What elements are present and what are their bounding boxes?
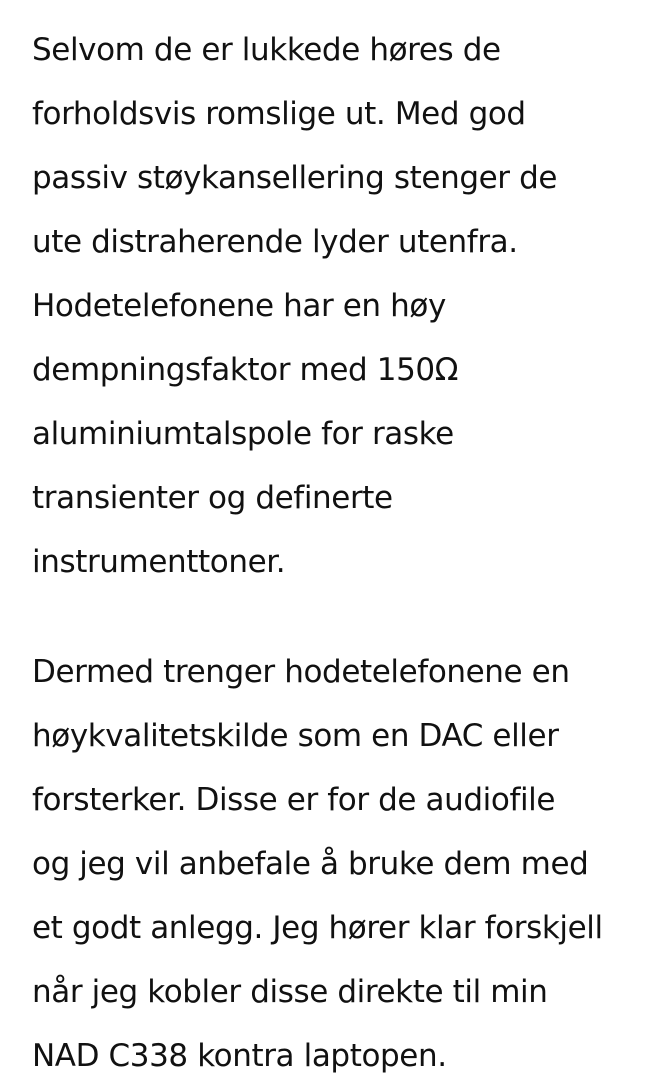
text-line: forsterker. Disse er for de audiofile — [32, 782, 556, 818]
text-line: NAD C338 kontra laptopen. — [32, 1038, 447, 1074]
paragraph — [32, 18, 652, 594]
text-line: instrumenttoner. — [32, 544, 286, 580]
text-line: transienter og definerte — [32, 480, 393, 516]
text-line: når jeg kobler disse direkte til min — [32, 974, 548, 1010]
article-body — [32, 18, 652, 1088]
text-line: forholdsvis romslige ut. Med god — [32, 96, 526, 132]
text-line: et godt anlegg. Jeg hører klar forskjell — [32, 910, 603, 946]
text-line: Selvom de er lukkede høres de — [32, 32, 501, 68]
text-line: ute distraherende lyder utenfra. — [32, 224, 518, 260]
text-line: og jeg vil anbefale å bruke dem med — [32, 846, 589, 882]
text-line: Hodetelefonene har en høy — [32, 288, 446, 324]
text-line: passiv støykansellering stenger de — [32, 160, 558, 196]
text-line: aluminiumtalspole for raske — [32, 416, 454, 452]
text-line: Dermed trenger hodetelefonene en — [32, 654, 570, 690]
paragraph — [32, 640, 652, 1088]
text-line: dempningsfaktor med 150Ω — [32, 352, 459, 388]
text-line: høykvalitetskilde som en DAC eller — [32, 718, 559, 754]
